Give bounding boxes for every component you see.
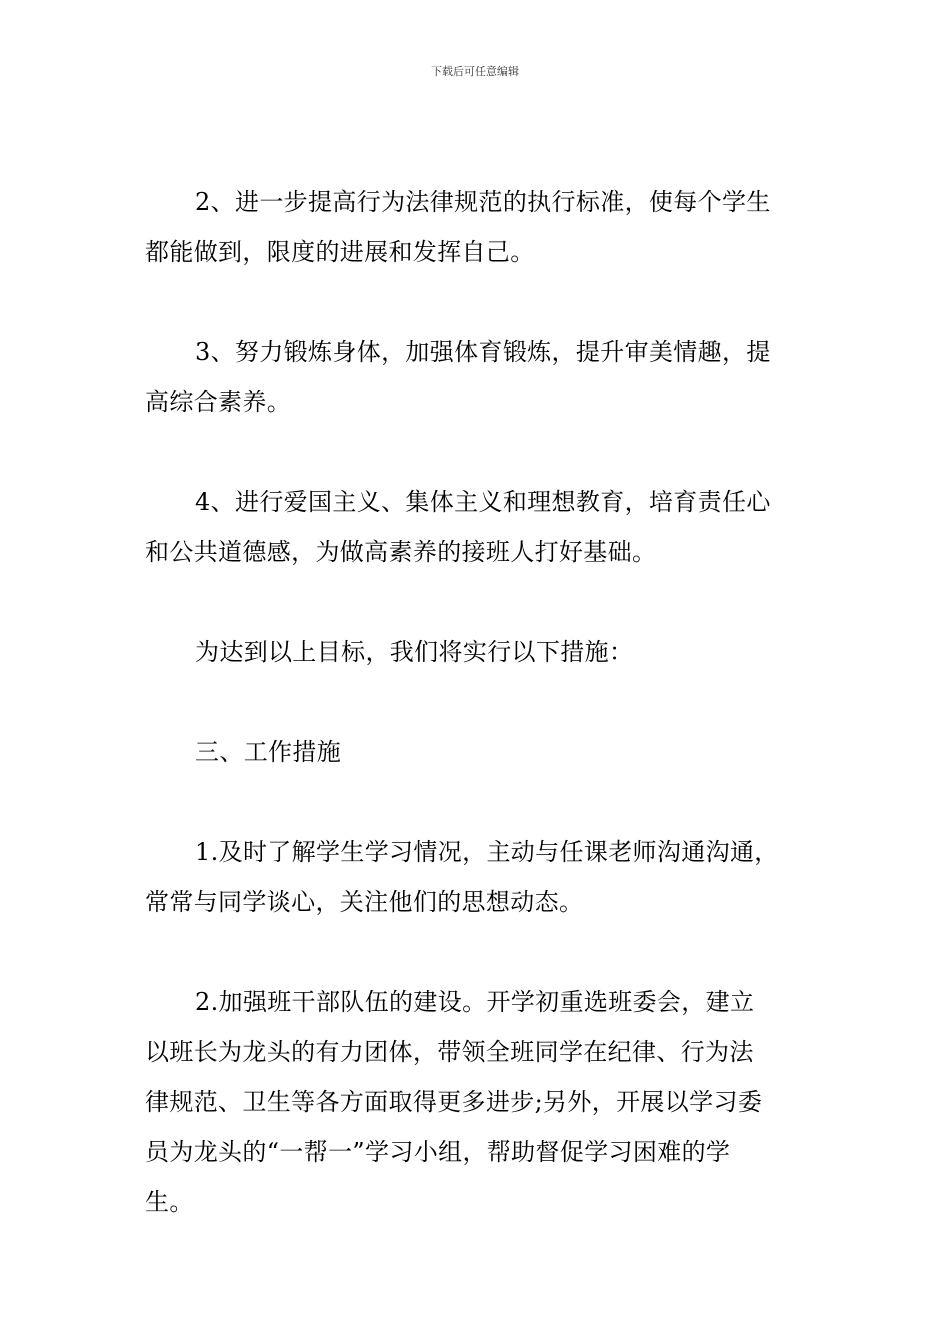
paragraph-measure-1 (145, 827, 807, 927)
section-heading-text: 三、工作措施 (195, 738, 342, 766)
paragraph-line: 生。 (145, 1188, 194, 1216)
paragraph-spacer (145, 277, 807, 327)
paragraph-line: 为达到以上目标，我们将实行以下措施： (195, 638, 634, 666)
paragraph-line: 员为龙头的“一帮一”学习小组，帮助督促学习困难的学 (145, 1138, 731, 1166)
paragraph-line: 律规范、卫生等各方面取得更多进步;另外，开展以学习委 (145, 1088, 763, 1116)
paragraph-measures-intro (145, 627, 807, 677)
paragraph-line: 和公共道德感，为做高素养的接班人打好基础。 (145, 538, 657, 566)
paragraph-line: 2.加强班干部队伍的建设。开学初重选班委会，建立 (195, 988, 755, 1016)
paragraph-goal-3 (145, 327, 807, 427)
paragraph-goal-2 (145, 177, 807, 277)
paragraph-line: 常常与同学谈心，关注他们的思想动态。 (145, 888, 584, 916)
paragraph-line: 3、努力锻炼身体，加强体育锻炼，提升审美情趣，提 (195, 338, 771, 366)
paragraph-goal-4 (145, 477, 807, 577)
paragraph-measure-2 (145, 977, 807, 1227)
paragraph-line: 1.及时了解学生学习情况，主动与任课老师沟通沟通， (195, 838, 779, 866)
paragraph-line: 高综合素养。 (145, 388, 292, 416)
paragraph-spacer (145, 427, 807, 477)
paragraph-line: 4、进行爱国主义、集体主义和理想教育，培育责任心 (195, 488, 771, 516)
paragraph-spacer (145, 927, 807, 977)
paragraph-line: 都能做到，限度的进展和发挥自己。 (145, 238, 535, 266)
document-body (145, 177, 807, 1227)
paragraph-line: 以班长为龙头的有力团体，带领全班同学在纪律、行为法 (145, 1038, 754, 1066)
section-heading (145, 727, 807, 777)
paragraph-spacer (145, 677, 807, 727)
page-header: 下载后可任意编辑 (431, 65, 519, 78)
paragraph-line: 2、进一步提高行为法律规范的执行标准，使每个学生 (195, 188, 771, 216)
paragraph-spacer (145, 777, 807, 827)
paragraph-spacer (145, 577, 807, 627)
